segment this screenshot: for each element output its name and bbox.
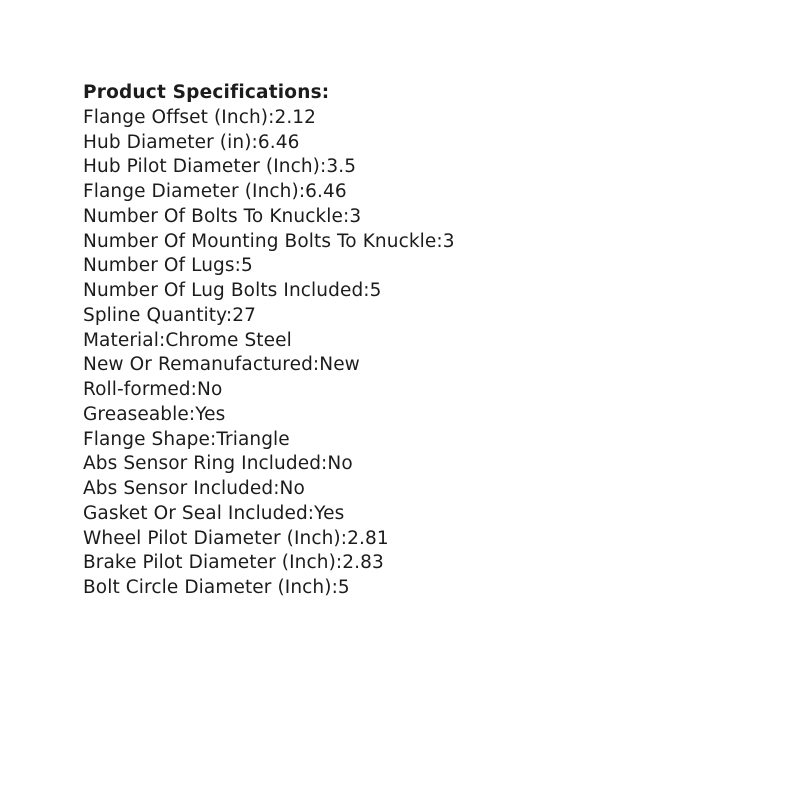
spec-label: Hub Diameter (in): [83, 131, 252, 153]
spec-line-material: [83, 329, 760, 354]
spec-value: 2.81: [347, 527, 389, 549]
spec-line-wheel-pilot-diameter: [83, 527, 760, 552]
spec-label: Bolt Circle Diameter (Inch): [83, 577, 332, 598]
spec-value: Chrome Steel: [165, 329, 292, 351]
spec-label: Spline Quantity: [83, 304, 226, 326]
spec-separator: :: [343, 205, 350, 227]
spec-label: Flange Offset (Inch): [83, 106, 269, 128]
spec-line-bolt-circle-diameter: [83, 576, 760, 601]
spec-separator: :: [331, 577, 338, 598]
spec-value: No: [327, 453, 353, 475]
spec-label: Number Of Lugs: [83, 255, 235, 277]
spec-value: 3: [349, 205, 362, 227]
spec-line-hub-pilot-diameter: [83, 155, 760, 180]
spec-line-flange-offset: [83, 106, 760, 131]
spec-value: Yes: [195, 403, 226, 425]
spec-label: Wheel Pilot Diameter (Inch): [83, 527, 341, 549]
spec-separator: :: [335, 552, 343, 574]
spec-separator: :: [225, 304, 233, 326]
spec-label: Material: [83, 329, 159, 351]
spec-line-lug-bolts-included: [83, 279, 760, 304]
spec-value: 2.83: [342, 552, 384, 574]
spec-separator: :: [340, 527, 348, 549]
spec-value: No: [279, 478, 305, 499]
spec-value: 5: [369, 280, 382, 301]
spec-separator: :: [307, 502, 315, 524]
spec-value: 6.46: [305, 181, 347, 202]
spec-value: 27: [232, 304, 256, 326]
spec-value: Triangle: [216, 428, 290, 450]
spec-line-gasket-or-seal: [83, 502, 760, 527]
spec-line-roll-formed: [83, 378, 760, 403]
spec-label: Flange Diameter (Inch): [83, 181, 299, 202]
spec-label: Gasket Or Seal Included: [83, 502, 308, 524]
spec-separator: :: [298, 181, 306, 202]
spec-line-number-of-lugs: [83, 254, 760, 279]
spec-separator: :: [321, 453, 328, 475]
spec-label: Number Of Mounting Bolts To Knuckle: [83, 230, 437, 252]
spec-label: Abs Sensor Ring Included: [83, 453, 322, 475]
spec-value: Yes: [314, 502, 345, 524]
spec-value: New: [319, 354, 360, 376]
spec-separator: :: [251, 131, 258, 153]
spec-separator: :: [188, 403, 196, 425]
spec-label: Hub Pilot Diameter (Inch): [83, 156, 321, 178]
spec-separator: :: [320, 156, 327, 178]
spec-label: New Or Remanufactured: [83, 354, 313, 376]
spec-value: 6.46: [257, 131, 300, 153]
spec-value: No: [197, 379, 223, 400]
spec-value: 3.5: [326, 156, 357, 178]
spec-separator: :: [436, 230, 443, 252]
spec-separator: :: [268, 106, 275, 128]
spec-separator: :: [363, 280, 370, 301]
spec-separator: :: [312, 354, 320, 376]
spec-separator: :: [209, 428, 217, 450]
spec-value: 3: [442, 230, 455, 252]
spec-separator: :: [158, 329, 166, 351]
spec-label: Number Of Bolts To Knuckle: [83, 205, 344, 227]
page-title: Product Specifications:: [83, 82, 330, 103]
spec-value: 2.12: [274, 106, 317, 128]
spec-value: 5: [337, 577, 350, 598]
spec-label: Abs Sensor Included: [83, 478, 274, 499]
spec-list: [83, 106, 760, 601]
spec-line-abs-sensor: [83, 477, 760, 502]
spec-label: Greaseable: [83, 403, 189, 425]
spec-separator: :: [190, 379, 197, 400]
spec-line-bolts-to-knuckle: [83, 205, 760, 230]
spec-line-abs-sensor-ring: [83, 452, 760, 477]
spec-line-flange-shape: [83, 428, 760, 453]
spec-label: Number Of Lug Bolts Included: [83, 280, 364, 301]
spec-line-brake-pilot-diameter: [83, 551, 760, 576]
spec-line-hub-diameter: [83, 131, 760, 156]
spec-line-greaseable: [83, 403, 760, 428]
spec-label: Flange Shape: [83, 428, 210, 450]
spec-line-new-or-remanufactured: [83, 353, 760, 378]
spec-value: 5: [240, 255, 253, 277]
spec-label: Brake Pilot Diameter (Inch): [83, 552, 336, 574]
spec-label: Roll-formed: [83, 379, 191, 400]
spec-line-flange-diameter: [83, 180, 760, 205]
spec-line-spline-quantity: [83, 304, 760, 329]
spec-separator: :: [234, 255, 241, 277]
spec-separator: :: [273, 478, 280, 499]
spec-line-mounting-bolts: [83, 230, 760, 255]
